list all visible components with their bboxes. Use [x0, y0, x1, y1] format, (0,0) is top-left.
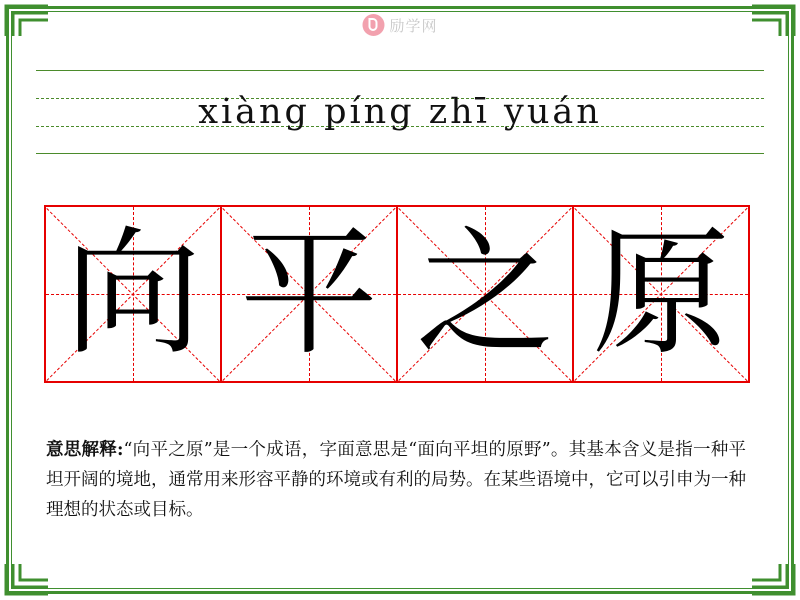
character-cell	[572, 205, 750, 383]
character-cell	[44, 205, 222, 383]
character-glyph: 原	[591, 213, 730, 374]
character-glyph: 向	[63, 213, 202, 374]
character-cell	[220, 205, 398, 383]
pinyin-text: xiàng píng zhī yuán	[198, 92, 602, 132]
corner-ornament-icon	[4, 562, 50, 596]
explanation-label: 意思解释:	[46, 440, 124, 460]
explanation-block	[46, 435, 746, 525]
site-logo-text: 励学网	[389, 17, 438, 35]
flame-logo-icon	[362, 14, 384, 36]
character-glyph: 平	[239, 213, 378, 374]
corner-ornament-icon	[750, 4, 796, 38]
site-logo	[362, 14, 437, 36]
corner-ornament-icon	[750, 562, 796, 596]
character-glyph: 之	[415, 213, 554, 374]
character-grid	[44, 205, 750, 383]
corner-ornament-icon	[4, 4, 50, 38]
character-cell	[396, 205, 574, 383]
explanation-body: “向平之原”是一个成语，字面意思是“面向平坦的原野”。其基本含义是指一种平坦开阔的境地，通常用来形容平静的环境或有利的局势。在某些语境中，它可以引申为一种理想的状态或目标。	[46, 440, 746, 520]
pinyin-staff	[36, 70, 764, 154]
